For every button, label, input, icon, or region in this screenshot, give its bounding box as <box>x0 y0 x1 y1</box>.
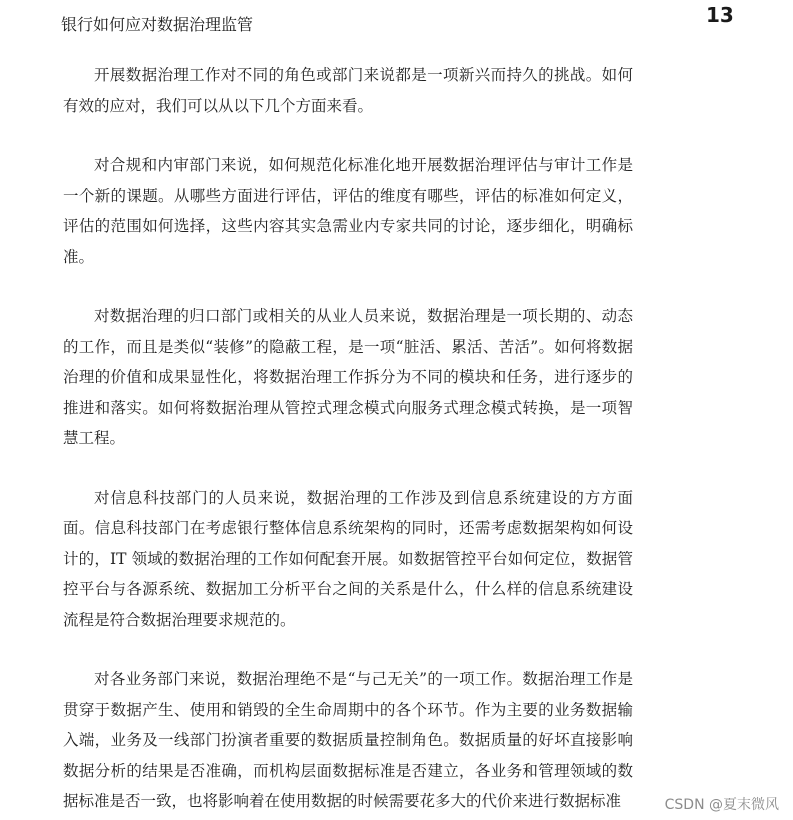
paragraph-4: 对信息科技部门的人员来说，数据治理的工作涉及到信息系统建设的方方面面。信息科技部门在考虑银行整体信息系统架构的同时，还需考虑数据架构如何设计的，IT 领域的数据治理的工作如何配套开展。如数据管控平台如何定位，数据管控平台与各源系统、数据加工分析平台之间的关系是什么，什么样的信息系统建设流程是符合数据治理要求规范的。 <box>63 488 633 629</box>
body-text <box>63 60 633 820</box>
running-title: 银行如何应对数据治理监管 <box>61 15 254 34</box>
paragraph-1: 开展数据治理工作对不同的角色或部门来说都是一项新兴而持久的挑战。如何有效的应对，我们可以从以下几个方面来看。 <box>63 66 633 115</box>
paragraph-2: 对合规和内审部门来说，如何规范化标准化地开展数据治理评估与审计工作是一个新的课题。从哪些方面进行评估，评估的维度有哪些，评估的标准如何定义，评估的范围如何选择，这些内容其实急需业内专家共同的讨论，逐步细化，明确标准。 <box>63 156 633 266</box>
paragraph-3: 对数据治理的归口部门或相关的从业人员来说，数据治理是一项长期的、动态的工作，而且是类似“装修”的隐蔽工程，是一项“脏活、累活、苦活”。如何将数据治理的价值和成果显性化，将数据治理工作拆分为不同的模块和任务，进行逐步的推进和落实。如何将数据治理从管控式理念模式向服务式理念模式转换，是一项智慧工程。 <box>63 307 633 447</box>
paragraph-5: 对各业务部门来说，数据治理绝不是“与己无关”的一项工作。数据治理工作是贯穿于数据产生、使用和销毁的全生命周期中的各个环节。作为主要的业务数据输入端，业务及一线部门扮演者重要的数据质量控制角色。数据质量的好坏直接影响数据分析的结果是否准确，而机构层面数据标准是否建立，各业务和管理领域的数据标准是否一致，也将影响着在使用数据的时候需要花多大的代价来进行数据标准 <box>63 670 633 810</box>
watermark: CSDN @夏末微风 <box>664 797 779 813</box>
page-number: 13 <box>706 3 734 27</box>
